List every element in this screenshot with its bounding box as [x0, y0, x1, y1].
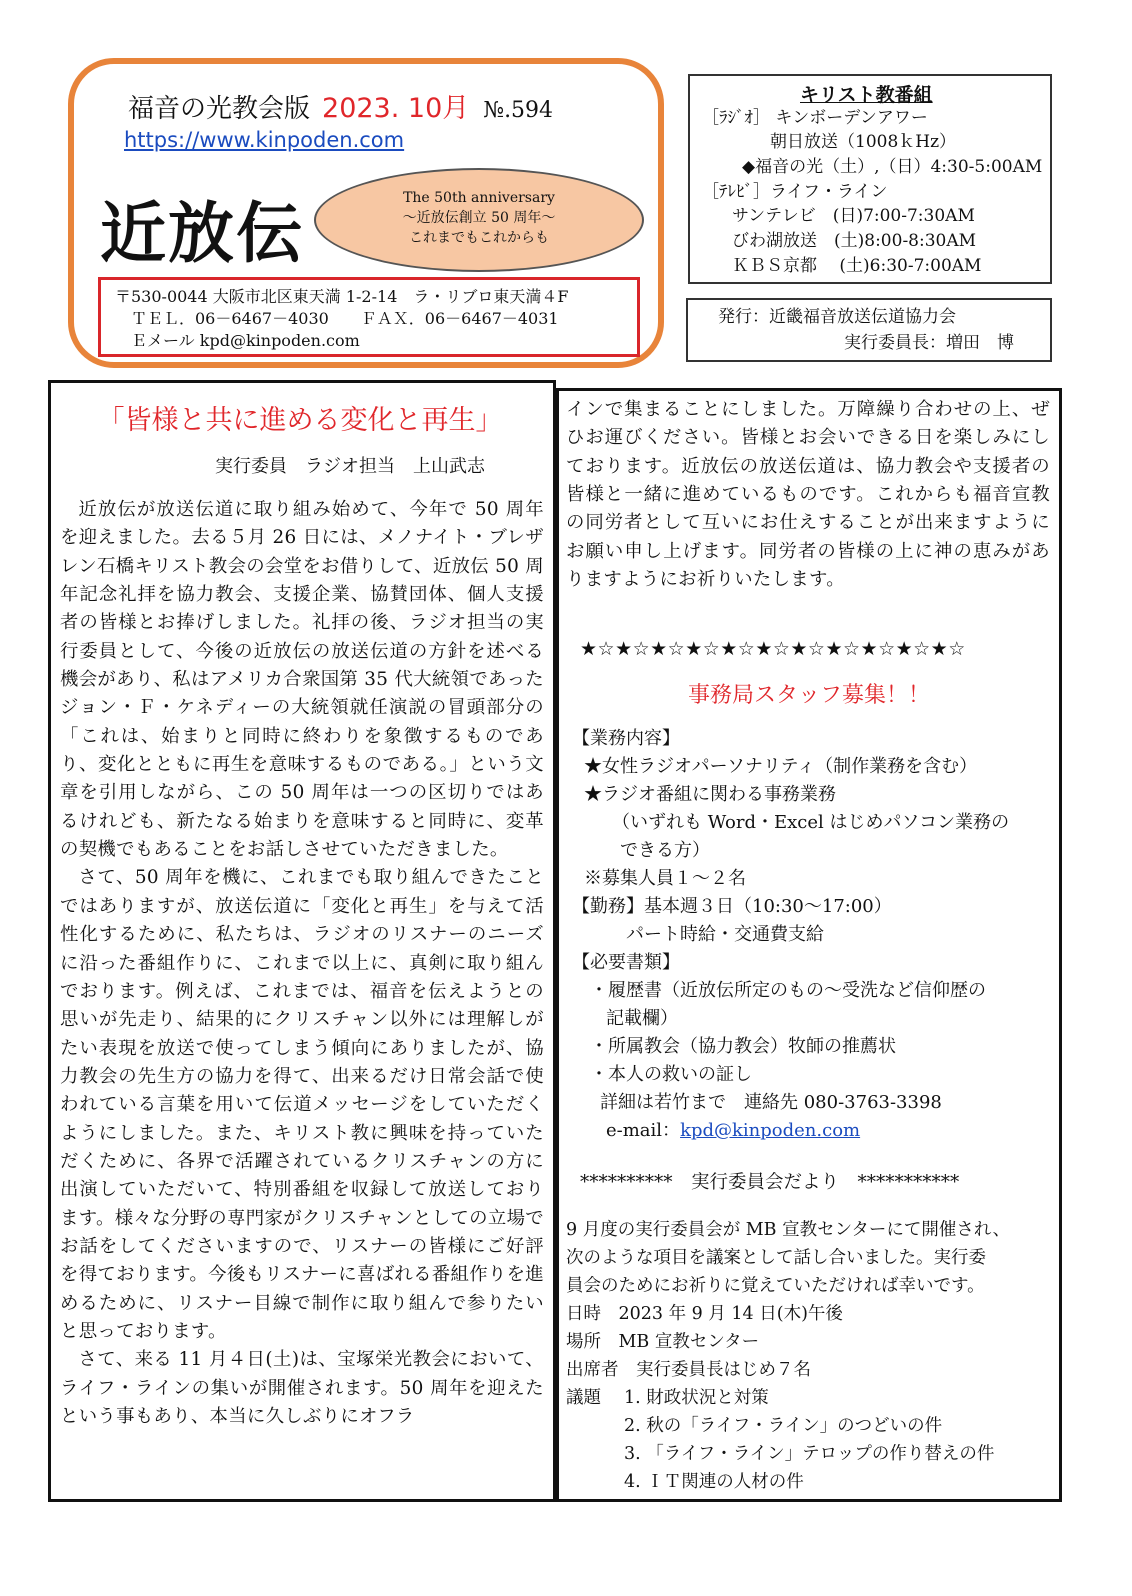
anniversary-line: これまでもこれからも — [409, 230, 549, 246]
agenda-item: 2. 秋の「ライフ・ライン」のつどいの件 — [624, 1416, 943, 1436]
article-paragraph: さて、来る 11 月４日(土)は、宝塚栄光教会において、ライフ・ラインの集いが開催されます。50 周年を迎えたという事もあり、本当に久しぶりにオフラ — [60, 1349, 544, 1427]
meeting-intro: 9 月度の実行委員会が MB 宣教センターにて開催され、 — [566, 1220, 1010, 1240]
doc-item: 記載欄） — [606, 1008, 678, 1029]
agenda-item: 4. ＩＴ関連の人材の件 — [624, 1472, 804, 1492]
anniversary-line: ～近放伝創立 50 周年～ — [402, 210, 556, 226]
contact-address-box — [98, 277, 640, 357]
newsletter-title: 近放伝 — [100, 195, 304, 272]
recruit-email-row — [606, 1116, 860, 1142]
website-link[interactable]: https://www.kinpoden.com — [124, 128, 405, 152]
article-body — [60, 496, 544, 1431]
email-label: e-mail： — [606, 1120, 681, 1141]
program-station: 朝日放送（1008ｋHz） — [770, 132, 957, 152]
program-station: サンテレビ (日)7:00-7:30AM — [732, 206, 975, 226]
article-paragraph: 近放伝が放送伝道に取り組み始めて、今年で 50 周年を迎えました。去る５月 26 日には、メノナイト・ブレザレン石橋キリスト教会の会堂をお借りして、近放伝 50 周年記念礼拝を協力教会、支援企業、協賛団体、個人支援者の皆様とお捧げしました。礼拝の後、ラジオ担当の実行委員として、今後の近放伝の放送伝道の方針を述べる機会があり、私はアメリカ合衆国第 35 代大統領であったジョン・Ｆ・ケネディーの大統領就任演説の冒頭部分の「これは、始まりと同時に終わりを象徴するものであり、変化とともに再生を意味するものである。」という文章を引用しながら、この 50 周年は一つの区切りではあるけれども、新たなる始まりを意味すると同時に、変革の契機でもあることをお話しさせていただきました。 — [60, 499, 544, 861]
program-tv: ［ﾃﾚﾋﾞ］ライフ・ライン — [702, 182, 888, 202]
work-hours: 【勤務】基本週３日（10:30～17:00） — [572, 896, 892, 917]
publisher-box — [686, 298, 1052, 362]
meeting-attendees: 出席者 実行委員長はじめ７名 — [566, 1360, 811, 1380]
article-continuation: インで集まることにしました。万障繰り合わせの上、ぜひお運びください。皆様とお会いできる日を楽しみにしております。近放伝の放送伝道は、協力教会や支援者の皆様と一緒に進めているものです。これからも福音宣教の同労者として互いにお仕えすることが出来ますようにお願い申し上げます。同労者の皆様の上に神の恵みがありますようにお祈りいたします。 — [566, 399, 1050, 591]
agenda-item: 1. 財政状況と対策 — [624, 1388, 769, 1408]
article-title: 「皆様と共に進める変化と再生」 — [97, 405, 503, 436]
recruit-contact: 詳細は若竹まで 連絡先 080-3763-3398 — [600, 1092, 942, 1113]
doc-item: ・所属教会（協力教会）牧師の推薦状 — [590, 1036, 896, 1057]
meeting-heading: ********** 実行委員会だより *********** — [580, 1172, 960, 1193]
publisher-chair: 実行委員長：増田 博 — [844, 333, 1014, 353]
work-header: 【業務内容】 — [572, 728, 680, 749]
recruit-count: ※募集人員１～２名 — [584, 868, 746, 889]
work-item: ★女性ラジオパーソナリティ（制作業務を含む） — [584, 756, 978, 777]
programs-title: キリスト教番組 — [800, 84, 933, 106]
agenda-label: 議題 — [566, 1388, 601, 1408]
masthead-church-line — [128, 86, 553, 125]
anniversary-line: The 50th anniversary — [403, 190, 555, 206]
program-radio: ［ﾗｼﾞｵ］ キンボーデンアワー — [702, 108, 928, 128]
program-station: びわ湖放送 (土)8:00-8:30AM — [732, 231, 977, 251]
article-paragraph: さて、50 周年を機に、これまでも取り組んできたことではありますが、放送伝道に「変化と再生」を与えて活性化するために、私たちは、ラジオのリスナーのニーズに沿った番組作りに、これまで以上に、真剣に取り組んでおります。例えば、これまでは、福音を伝えようとの思いが先走り、結果的にクリスチャン以外には理解しがたい表現を放送で使ってしまう傾向にありましたが、協力教会の先生方の協力を得て、出来るだけ日常会話で使われている言葉を用いて伝道メッセージをしていただくようにしました。また、キリスト教に興味を持っていただくために、各界で活躍されているクリスチャンの方に出演していただいて、特別番組を収録して放送しております。様々な分野の専門家がクリスチャンとしての立場でお話をしてくださいますので、リスナーの皆様にご好評を得ております。今後もリスナーに喜ばれる番組作りを進めるために、リスナー目線で制作に取り組んで参りたいと思っております。 — [60, 867, 544, 1342]
work-pay: パート時給・交通費支給 — [626, 924, 824, 945]
meeting-intro: 員会のためにお祈りに覚えていただければ幸いです。 — [566, 1276, 985, 1296]
program-schedule: ◆福音の光（土）,（日）4:30-5:00AM — [742, 157, 1043, 177]
work-note: （いずれも Word・Excel はじめパソコン業務の — [612, 812, 1010, 833]
church-name: 福音の光教会版 — [128, 94, 311, 124]
meeting-place: 場所 MB 宣教センター — [566, 1332, 760, 1352]
postal-address: 〒530-0044 大阪市北区東天満 1-2-14 ラ・リブロ東天満４F — [115, 287, 569, 306]
work-note: できる方） — [620, 840, 710, 861]
recruit-title: 事務局スタッフ募集！！ — [687, 683, 930, 708]
meeting-intro: 次のような項目を議案として話し合いました。実行委 — [566, 1248, 986, 1268]
email-address: Ｅメール kpd@kinpoden.com — [131, 331, 360, 350]
star-divider: ★☆★☆★☆★☆★☆★☆★☆★☆★☆★☆★☆ — [580, 638, 966, 660]
article-author: 実行委員 ラジオ担当 上山武志 — [215, 456, 485, 477]
work-item: ★ラジオ番組に関わる事務業務 — [584, 784, 836, 805]
doc-item: ・履歴書（近放伝所定のもの～受洗など信仰歴の — [590, 980, 986, 1001]
issue-number: №.594 — [483, 98, 554, 123]
doc-item: ・本人の救いの証し — [590, 1064, 752, 1085]
phone-fax: ＴＥＬ．06－6467－4030 ＦＡＸ．06－6467－4031 — [131, 309, 559, 328]
agenda-item: 3. 「ライフ・ライン」テロップの作り替えの件 — [624, 1444, 995, 1464]
meeting-date: 日時 2023 年 9 月 14 日(木)午後 — [566, 1304, 843, 1324]
anniversary-badge — [314, 168, 644, 272]
docs-header: 【必要書類】 — [572, 952, 680, 973]
issue-date: 2023. 10月 — [322, 93, 470, 124]
email-link[interactable]: kpd@kinpoden.com — [680, 1120, 861, 1141]
program-station: ＫＢＳ京都 (土)6:30-7:00AM — [732, 256, 982, 276]
publisher-name: 発行：近畿福音放送伝道協力会 — [718, 307, 956, 327]
